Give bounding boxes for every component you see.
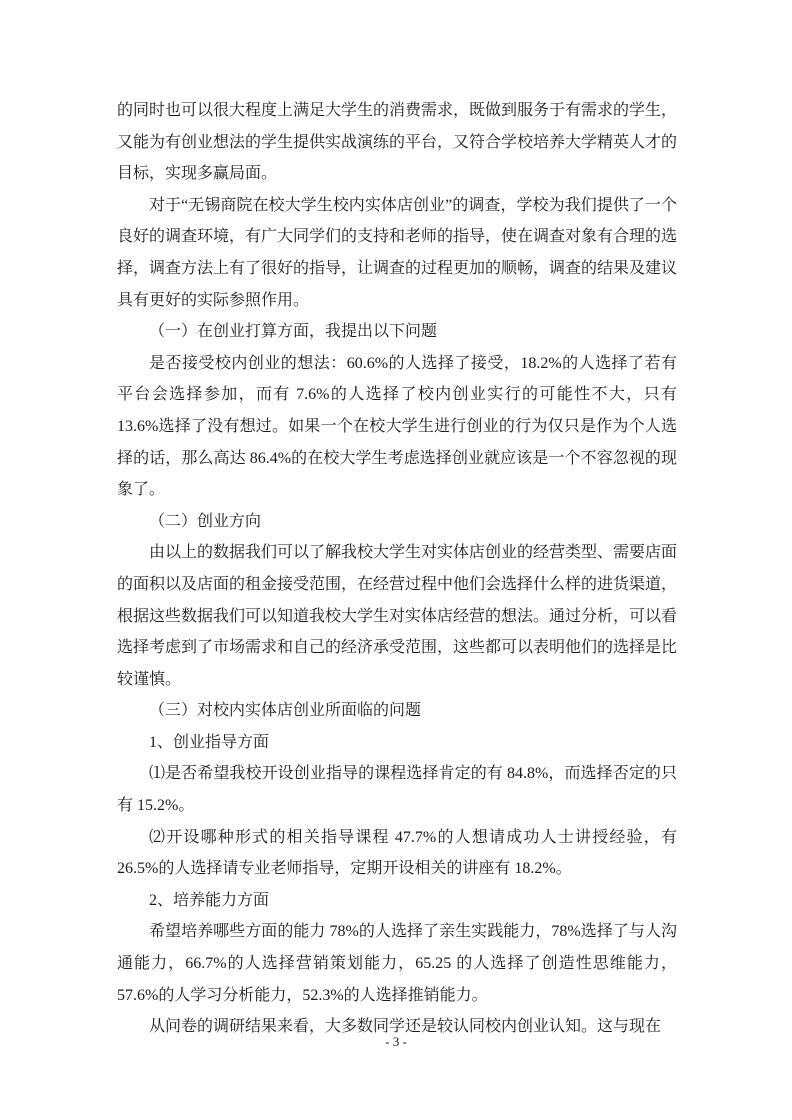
paragraph: 2、培养能力方面 bbox=[149, 891, 270, 909]
paragraph: ⑵开设哪种形式的相关指导课程 47.7%的人想请成功人士讲授经验，有 26.5%的人选择请专业老师指导，定期开设相关的讲座有 18.2%。 bbox=[117, 828, 677, 878]
paragraph: 希望培养哪些方面的能力 78%的人选择了亲生实践能力，78%选择了与人沟通能力，66.7%的人选择营销策划能力，65.25 的人选择了创造性思维能力，57.6%的人学习分析能力，52.3%的人选择推销能力。 bbox=[117, 923, 677, 1004]
paragraph: 由以上的数据我们可以了解我校大学生对实体店创业的经营类型、需要店面的面积以及店面的租金接受范围，在经营过程中他们会选择什么样的进货渠道，根据这些数据我们可以知道我校大学生对实体店经营的想法。通过分析，可以看选择考虑到了市场需求和自己的经济承受范围，这些都可以表明他们的选择是比较谨慎。 bbox=[117, 544, 678, 688]
page-number: - 3 - bbox=[385, 1034, 407, 1049]
paragraph: 是否接受校内创业的想法：60.6%的人选择了接受，18.2%的人选择了若有平台会选择参加，而有 7.6%的人选择了校内创业实行的可能性不大，只有 13.6%选择了没有想过。如果一个在校大学生进行创业的行为仅只是作为个人选择的话，那么高达 86.4%的在校大学生考虑选择创业就应该是一个不容忽视的现象了。 bbox=[117, 354, 677, 499]
paragraph: 1、创业指导方面 bbox=[149, 733, 270, 751]
paragraph: 的同时也可以很大程度上满足大学生的消费需求，既做到服务于有需求的学生，又能为有创业想法的学生提供实战演练的平台，又符合学校培养大学精英人才的目标，实现多赢局面。 bbox=[117, 102, 678, 183]
paragraph: （二）创业方向 bbox=[149, 512, 262, 530]
paragraph: 从问卷的调研结果来看，大多数同学还是较认同校内创业认知。这与现在 bbox=[149, 1018, 662, 1036]
paragraph: （三）对校内实体店创业所面临的问题 bbox=[149, 702, 422, 720]
paragraph: 对于“无锡商院在校大学生校内实体店创业”的调查，学校为我们提供了一个良好的调查环境，有广大同学们的支持和老师的指导，使在调查对象有合理的选择，调查方法上有了很好的指导，让调查的过程更加的顺畅，调查的结果及建议具有更好的实际参照作用。 bbox=[117, 196, 678, 309]
document-body bbox=[117, 95, 677, 1043]
paragraph: （一）在创业打算方面，我提出以下问题 bbox=[149, 323, 438, 341]
paragraph: ⑴是否希望我校开设创业指导的课程选择肯定的有 84.8%，而选择否定的只有 15.2%。 bbox=[117, 765, 677, 815]
